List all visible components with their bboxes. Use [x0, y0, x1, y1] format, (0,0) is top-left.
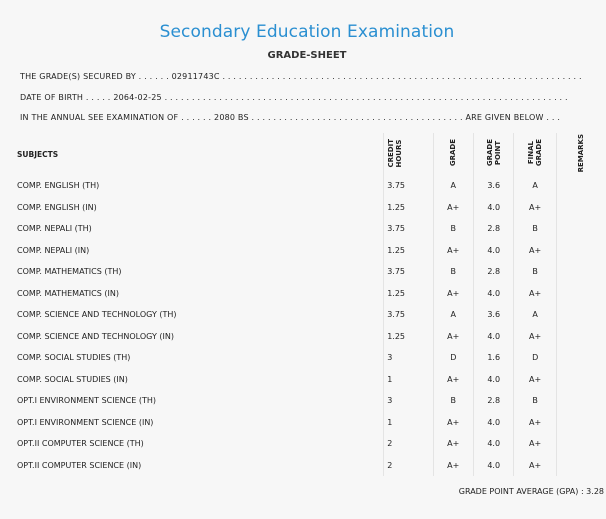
grade-cell: A+: [433, 369, 473, 391]
final-grade-cell: D: [514, 347, 556, 369]
grade-cell: D: [433, 347, 473, 369]
remarks-cell: [556, 240, 606, 262]
credit-hours-cell: 3.75: [384, 218, 433, 240]
subject-cell: OPT.I ENVIRONMENT SCIENCE (TH): [17, 396, 156, 406]
grade-point-cell: 1.6: [473, 347, 513, 369]
final-grade-cell: A+: [514, 240, 556, 262]
header-subjects: SUBJECTS: [17, 149, 59, 159]
grade-point-cell: 4.0: [473, 197, 513, 219]
final-grade-cell: A+: [514, 455, 556, 477]
grade-point-cell: 4.0: [473, 433, 513, 455]
table-row: [12, 304, 606, 326]
subject-cell: OPT.I ENVIRONMENT SCIENCE (IN): [17, 417, 154, 427]
dob-label: DATE OF BIRTH . . . . .: [20, 93, 111, 102]
credit-hours-cell: 3.75: [384, 261, 433, 283]
remarks-cell: [556, 369, 606, 391]
final-grade-cell: A: [514, 304, 556, 326]
grade-cell: A+: [433, 326, 473, 348]
table-row: [12, 240, 606, 262]
remarks-cell: [556, 304, 606, 326]
gpa-summary: GRADE POINT AVERAGE (GPA) : 3.28: [458, 487, 604, 496]
remarks-cell: [556, 455, 606, 477]
grade-point-cell: 2.8: [473, 218, 513, 240]
table-row: [12, 390, 606, 412]
table-row: [12, 412, 606, 434]
remarks-cell: [556, 175, 606, 197]
dob-value: 2064-02-25: [113, 93, 162, 102]
credit-hours-cell: 3.75: [384, 175, 433, 197]
exam-dots: . . . . . . . . . . . . . . . . . . . . . . . . . . . . . . . . . . . . . . .: [251, 113, 463, 122]
exam-label: IN THE ANNUAL SEE EXAMINATION OF . . . . . .: [20, 113, 212, 122]
grade-cell: A+: [433, 433, 473, 455]
credit-hours-cell: 2: [384, 455, 433, 477]
grade-table: [12, 133, 606, 476]
subject-cell: OPT.II COMPUTER SCIENCE (TH): [17, 439, 144, 449]
grade-cell: A+: [433, 197, 473, 219]
subject-cell: COMP. MATHEMATICS (IN): [17, 288, 119, 298]
subject-cell: COMP. NEPALI (TH): [17, 224, 92, 234]
secured-by-label: THE GRADE(S) SECURED BY . . . . . .: [20, 72, 169, 81]
grade-cell: A+: [433, 283, 473, 305]
credit-hours-cell: 1.25: [384, 240, 433, 262]
table-row: [12, 218, 606, 240]
table-row: [12, 433, 606, 455]
grade-point-cell: 3.6: [473, 175, 513, 197]
grade-cell: A: [433, 304, 473, 326]
final-grade-cell: A+: [514, 369, 556, 391]
table-row: [12, 347, 606, 369]
remarks-cell: [556, 326, 606, 348]
grade-cell: A+: [433, 240, 473, 262]
header-credit-hours: CREDIT HOURS: [384, 133, 433, 175]
grade-cell: A+: [433, 412, 473, 434]
grade-cell: A+: [433, 455, 473, 477]
grade-point-cell: 4.0: [473, 412, 513, 434]
final-grade-cell: A+: [514, 433, 556, 455]
remarks-cell: [556, 412, 606, 434]
symbol-number: 02911743C: [171, 72, 220, 81]
subject-cell: COMP. MATHEMATICS (TH): [17, 267, 122, 277]
table-row: [12, 197, 606, 219]
credit-hours-cell: 1.25: [384, 197, 433, 219]
exam-suffix: ARE GIVEN BELOW . . .: [465, 113, 561, 122]
table-row: [12, 261, 606, 283]
table-row: [12, 283, 606, 305]
subject-cell: COMP. SOCIAL STUDIES (IN): [17, 374, 128, 384]
sheet-subtitle: GRADE-SHEET: [267, 50, 347, 61]
header-remarks: REMARKS: [556, 133, 606, 175]
final-grade-cell: A+: [514, 326, 556, 348]
credit-hours-cell: 2: [384, 433, 433, 455]
dob-line: [20, 93, 568, 102]
grade-point-cell: 4.0: [473, 283, 513, 305]
remarks-cell: [556, 261, 606, 283]
grade-point-cell: 4.0: [473, 369, 513, 391]
secured-by-line: [20, 72, 582, 81]
subject-cell: COMP. SCIENCE AND TECHNOLOGY (TH): [17, 310, 177, 320]
grade-point-cell: 4.0: [473, 455, 513, 477]
exam-year: 2080 BS: [214, 113, 249, 122]
subject-cell: COMP. ENGLISH (TH): [17, 181, 100, 191]
grade-cell: A: [433, 175, 473, 197]
header-final-grade: FINAL GRADE: [514, 133, 556, 175]
final-grade-cell: A+: [514, 283, 556, 305]
remarks-cell: [556, 390, 606, 412]
credit-hours-cell: 1: [384, 369, 433, 391]
subject-cell: OPT.II COMPUTER SCIENCE (IN): [17, 460, 142, 470]
final-grade-cell: A+: [514, 412, 556, 434]
final-grade-cell: B: [514, 218, 556, 240]
grade-point-cell: 3.6: [473, 304, 513, 326]
secured-by-dots: . . . . . . . . . . . . . . . . . . . . . . . . . . . . . . . . . . . . . . . . . . . . . . . . . . . . . . . . . . . . . . . . . .: [222, 72, 582, 81]
table-header-row: [12, 133, 606, 175]
header-grade: GRADE: [433, 133, 473, 175]
final-grade-cell: A+: [514, 197, 556, 219]
final-grade-cell: B: [514, 390, 556, 412]
credit-hours-cell: 1: [384, 412, 433, 434]
table-row: [12, 369, 606, 391]
dob-dots: . . . . . . . . . . . . . . . . . . . . . . . . . . . . . . . . . . . . . . . . . . . . . . . . . . . . . . . . . . . . . . . . . . . . . . . . . .: [164, 93, 568, 102]
remarks-cell: [556, 283, 606, 305]
grade-cell: B: [433, 390, 473, 412]
grade-point-cell: 4.0: [473, 326, 513, 348]
grade-point-cell: 2.8: [473, 261, 513, 283]
final-grade-cell: A: [514, 175, 556, 197]
table-row: [12, 326, 606, 348]
grade-point-cell: 2.8: [473, 390, 513, 412]
exam-line: [20, 113, 560, 122]
subject-cell: COMP. SCIENCE AND TECHNOLOGY (IN): [17, 331, 174, 341]
credit-hours-cell: 3: [384, 390, 433, 412]
final-grade-cell: B: [514, 261, 556, 283]
subject-cell: COMP. NEPALI (IN): [17, 245, 90, 255]
remarks-cell: [556, 218, 606, 240]
credit-hours-cell: 1.25: [384, 326, 433, 348]
grade-cell: B: [433, 218, 473, 240]
table-row: [12, 175, 606, 197]
grade-cell: B: [433, 261, 473, 283]
credit-hours-cell: 3: [384, 347, 433, 369]
table-row: [12, 455, 606, 477]
subject-cell: COMP. ENGLISH (IN): [17, 202, 97, 212]
remarks-cell: [556, 433, 606, 455]
credit-hours-cell: 3.75: [384, 304, 433, 326]
remarks-cell: [556, 347, 606, 369]
subject-cell: COMP. SOCIAL STUDIES (TH): [17, 353, 131, 363]
grade-point-cell: 4.0: [473, 240, 513, 262]
page-title: Secondary Education Examination: [159, 22, 455, 42]
header-grade-point: GRADE POINT: [473, 133, 513, 175]
credit-hours-cell: 1.25: [384, 283, 433, 305]
remarks-cell: [556, 197, 606, 219]
